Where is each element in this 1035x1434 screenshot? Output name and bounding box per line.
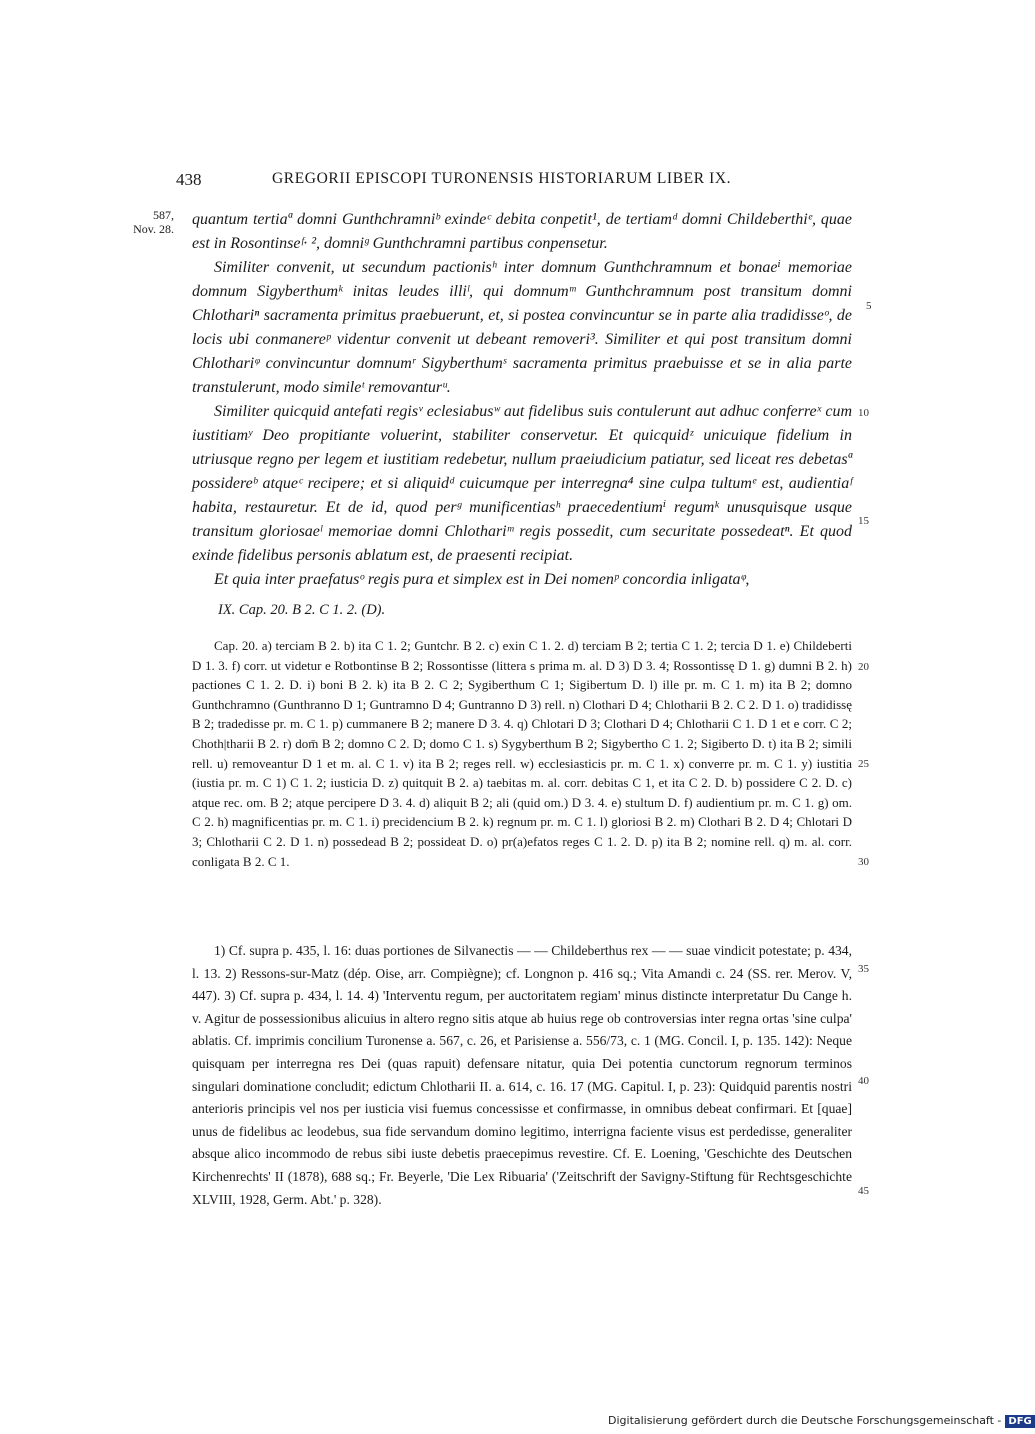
line-number: 15	[858, 515, 869, 527]
line-number: 30	[858, 856, 869, 868]
line-number: 40	[858, 1075, 869, 1087]
line-number: 10	[858, 407, 869, 419]
footnotes	[192, 940, 852, 1211]
main-text	[192, 208, 852, 592]
dfg-logo: DFG	[1005, 1415, 1034, 1428]
manuscript-sigla-heading: IX. Cap. 20. B 2. C 1. 2. (D).	[218, 602, 386, 618]
main-paragraph: Similiter convenit, ut secundum pactionisʰ inter domnum Gunthchramnum et bonaeⁱ memoriae domnum Sigyberthumᵏ initas leudes illiˡ, qui domnumᵐ Gunthchramnum post transitum domni Chlothariⁿ sacramenta primitus praebuerunt, et, si postea convincuntur se in parte alia tradidisseᵒ, de locis ubi conmanereᵖ videntur convenit ut debeant removeri³. Similiter et qui post transitum domni Chlothariᵠ convincuntur domnumʳ Sigyberthumˢ sacramenta primitus praebuisse et se in alia parte transtulerunt, modo simileᵗ removanturᵘ.	[192, 259, 852, 396]
margin-year: 587,	[153, 208, 174, 222]
running-header	[176, 170, 756, 192]
funding-note	[608, 1414, 1032, 1430]
line-number: 35	[858, 963, 869, 975]
line-number: 20	[858, 661, 869, 673]
funding-text: Digitalisierung gefördert durch die Deutsche Forschungsgemeinschaft -	[608, 1414, 1002, 1427]
main-paragraph: quantum tertiaª domni Gunthchramniᵇ exindeᶜ debita conpetit¹, de tertiamᵈ domni Childeberthiᵉ, quae est in Rosontinseᶠ· ², domniᵍ Gunthchramni partibus conpensetur.	[192, 211, 852, 252]
main-paragraph: Et quia inter praefatusᵒ regis pura et simplex est in Dei nomenᵖ concordia inligataᵠ,	[214, 571, 750, 588]
running-title: GREGORII EPISCOPI TURONENSIS HISTORIARUM LIBER IX.	[272, 170, 732, 187]
main-paragraph: Similiter quicquid antefati regisᵛ eclesiabusʷ aut fidelibus suis contulerunt aut adhuc conferreˣ cum iustitiamʸ Deo propitiante voluerint, stabiliter conservetur. Et quicquidᶻ unicuique fidelium in utriusque regno per legem et iustitiam redebetur, nullum praeiudicium patiatur, sed liceat res debetasª possidereᵇ atqueᶜ recipere; et si aliquidᵈ cuicumque per interregna⁴ sine culpa tultumᵉ est, audientiaᶠ habita, restauretur. Et de id, quod perᵍ munificentiasʰ praecedentiumⁱ regumᵏ unusquisque usque transitum gloriosaeˡ memoriae domni Chlothariᵐ regis possedit, cum securitate possedeatⁿ. Et quod exinde fidelibus personis ablatum est, de praesenti recipiat.	[192, 403, 852, 564]
page-number: 438	[176, 170, 202, 189]
line-number: 5	[866, 300, 872, 312]
margin-date: Nov. 28.	[133, 222, 174, 236]
footnote-text: 1) Cf. supra p. 435, l. 16: duas portiones de Silvanectis — — Childeberthus rex — — suae vindicit potestate; p. 434, l. 13. 2) Ressons-sur-Matz (dép. Oise, arr. Compiègne); cf. Longnon p. 416 sq.; Vita Amandi c. 24 (SS. rer. Merov. V, 447). 3) Cf. supra p. 434, l. 14. 4) 'Interventu regum, per auctoritatem regiam' minus distincte interpretatur Du Cange h. v. Agitur de possessionibus alicuius in altero regno sitis atque ab huius rege ob controversias inter regna ortas 'sine culpa' ablatis. Cf. imprimis concilium Turonense a. 567, c. 26, et Parisiense a. 556/73, c. 1 (MG. Concil. I, p. 135. 142): Neque quisquam per interregna res Dei (quas rapuit) defensare nitatur, quia Dei potentia cunctorum regnorum terminos singulari dominatione concludit; edictum Chlotharii II. a. 614, c. 16. 17 (MG. Capitul. I, p. 23): Quidquid parentis nostri anterioris principis vel nos per iusticia visi fuemus concessisse et confirmasse, in omnibus debeat confirmari. Et [quae] unus de fidelibus ac leodebus, sua fide servandum domino legitimo, interrigna faciente visus est perdedisse, generaliter absque alico incommodo de rebus sibi iuste debetis praecepimus revestire. Cf. E. Loening, 'Geschichte des Deutschen Kirchenrechts' II (1878), 688 sq.; Fr. Beyerle, 'Die Lex Ribuaria' ('Zeitschrift der Savigny-Stiftung für Rechtsgeschichte XLVIII, 1928, Germ. Abt.' p. 328).	[192, 943, 852, 1207]
margin-date-note	[116, 208, 174, 236]
apparatus-text: Cap. 20. a) terciam B 2. b) ita C 1. 2; Guntchr. B 2. c) exin C 1. 2. d) terciam B 2; tertia C 1. 2; tercia D 1. e) Childeberti D 1. 3. f) corr. ut videtur e Rotbontinse B 2; Rossontisse (littera s prima m. al. D 3) D 3. 4; Rossontissę D 1. g) dumni B 2. h) pactiones C 1. 2. D. i) boni B 2. k) ita B 2. C 2; Sygiberthum C 1; Sigibertum D. l) ille pr. m. C 1. m) ita B 2; domno Gunthchramno (Gunthranno D 1; Guntramno D 4; Guntranno D 3) rell. n) Clothari D 4; Chlotharii B 2. C 2. D 1. o) tradidissę B 2; tradedisse pr. m. C 1. p) cummanere B 2; manere D 3. 4. q) Chlotari D 3; Clothari D 4; Chlotharii C 1. D 1 et e corr. C 2; Choth|tharii B 2. r) dom̄ B 2; domno C 2. D; domo C 1. s) Sygyberthum B 2; Sigybertho C 1. 2; Sigiberto D. t) ita B 2; simili rell. u) removeantur D 1 et m. al. C 1. v) ita B 2; reges rell. w) ecclesiasticis pr. m. C 1. x) converre pr. m. C 1. y) iustitia (iustia pr. m. C 1) C 1. 2; iusticia D. z) quitquit B 2. a) taebitas m. al. corr. debitas C 1, et ita C 2. D. b) possidere C 2. D. c) atque rec. om. B 2; atque percipere D 3. 4. d) aliquit B 2; ali (quid om.) D 3. 4. e) stultum D. f) audientium pr. m. C 1. g) om. C 2. h) magnificentias pr. m. C 1. i) precidencium B 2. k) regnum pr. m. C 1. l) gloriosi B 2. m) Clothari B 2. D 4; Chlotari D 3; Chlotharii C 2. D 1. n) possedead B 2; possideat D. o) pr(a)efatos reges C 1. 2. D. p) ita B 2; nomine rell. q) m. al. corr. conligata B 2. C 1.	[192, 638, 852, 869]
line-number: 45	[858, 1185, 869, 1197]
critical-apparatus	[192, 636, 852, 871]
line-number: 25	[858, 758, 869, 770]
